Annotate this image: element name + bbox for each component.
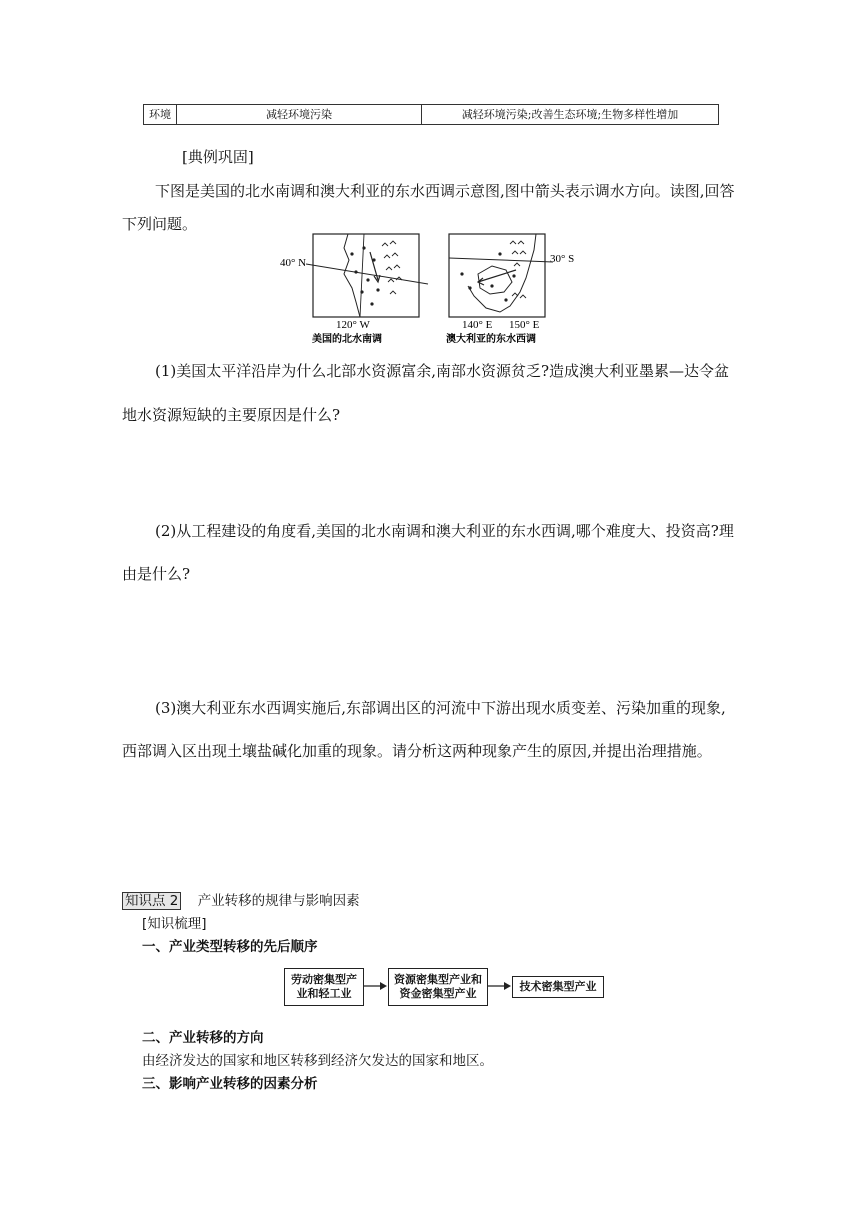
- map2-lon-label-2: 150° E: [509, 319, 540, 331]
- section2-direction-text: 由经济发达的国家和地区转移到经济欠发达的国家和地区。: [142, 1053, 493, 1069]
- question-2-line2: 由是什么?: [122, 565, 191, 583]
- section2-header: [122, 889, 360, 909]
- flow-arrow-1: [364, 980, 388, 992]
- flow-box-technology: 技术密集型产业: [512, 976, 604, 998]
- flow-box-labor-line1: 劳动密集型产: [291, 973, 357, 986]
- map2-lon-label-1: 140° E: [462, 319, 493, 331]
- table-row: [143, 104, 719, 125]
- flow-box-resource-capital: [388, 968, 488, 1006]
- question-1-line1: (1)美国太平洋沿岸为什么北部水资源富余,南部水资源贫乏?造成澳大利亚墨累—达令盆: [155, 362, 730, 380]
- table-cell-category: 环境: [144, 105, 177, 124]
- example-intro-line2: 下列问题。: [122, 215, 198, 233]
- map2-caption: 澳大利亚的东水西调: [446, 334, 536, 345]
- map-australia-east-west: [446, 234, 574, 345]
- flow-arrow-2: [488, 980, 512, 992]
- section2-heading-2: 二、产业转移的方向: [142, 1030, 264, 1046]
- map1-caption: 美国的北水南调: [312, 334, 382, 345]
- flow-box-labor-line2: 业和轻工业: [296, 987, 352, 1000]
- flow-box-resource-line1: 资源密集型产业和: [394, 973, 482, 986]
- example-heading: [典例巩固]: [182, 148, 254, 166]
- map2-lat-label: 30° S: [550, 253, 575, 265]
- water-transfer-figure: [278, 230, 588, 348]
- map-us-north-south: [280, 234, 428, 345]
- question-2-line1: (2)从工程建设的角度看,美国的北水南调和澳大利亚的东水西调,哪个难度大、投资高?理: [155, 522, 734, 540]
- flow-box-resource-line2: 资金密集型产业: [399, 987, 477, 1000]
- section2-review: [知识梳理]: [142, 916, 207, 932]
- question-3-line2: 西部调入区出现土壤盐碱化加重的现象。请分析这两种现象产生的原因,并提出治理措施。: [122, 742, 712, 760]
- section2-heading-3: 三、影响产业转移的因素分析: [142, 1076, 318, 1092]
- map1-lat-label: 40° N: [280, 257, 307, 269]
- question-1-line2: 地水资源短缺的主要原因是什么?: [122, 406, 341, 424]
- map1-lon-label: 120° W: [336, 319, 370, 331]
- section2-tag: 知识点 2: [122, 892, 181, 910]
- section2-heading-1: 一、产业类型转移的先后顺序: [142, 939, 318, 955]
- table-cell-effect-1: 减轻环境污染: [177, 105, 422, 124]
- flow-box-labor: [284, 968, 364, 1006]
- section2-title: 产业转移的规律与影响因素: [197, 893, 360, 909]
- example-intro-line1: 下图是美国的北水南调和澳大利亚的东水西调示意图,图中箭头表示调水方向。读图,回答: [155, 182, 735, 200]
- question-3-line1: (3)澳大利亚东水西调实施后,东部调出区的河流中下游出现水质变差、污染加重的现象,: [155, 699, 726, 717]
- table-cell-effect-2: 减轻环境污染;改善生态环境;生物多样性增加: [461, 108, 679, 121]
